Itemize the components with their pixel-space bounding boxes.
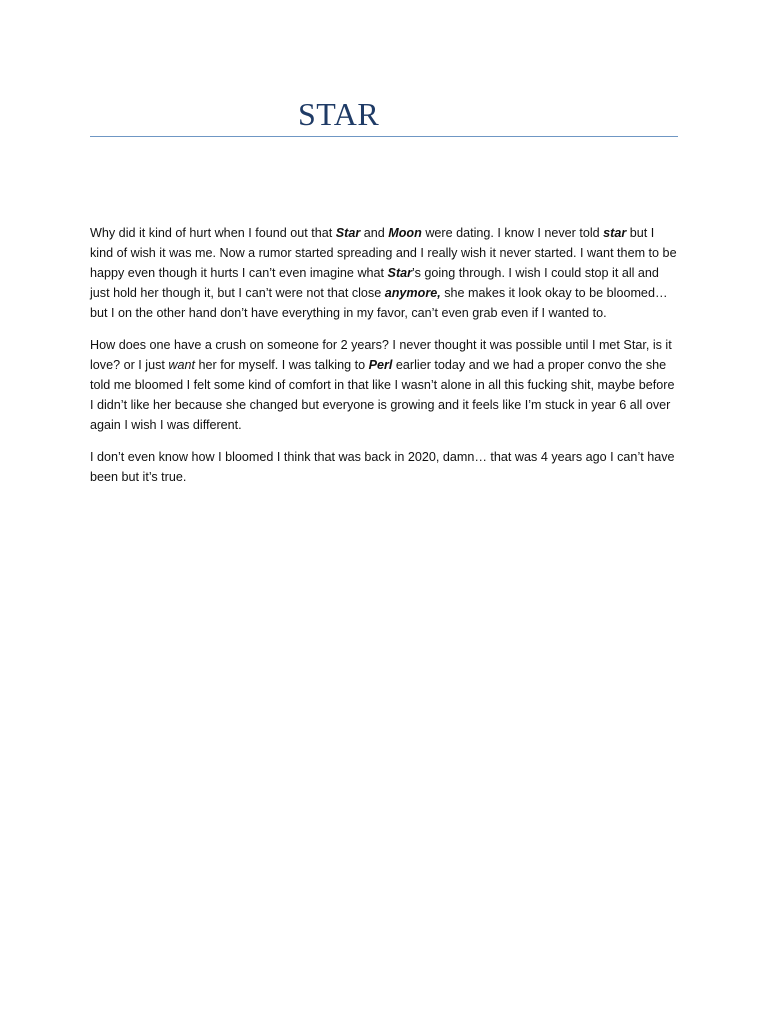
- text-run: her for myself. I was talking to: [195, 358, 369, 372]
- page-title: STAR: [298, 96, 380, 132]
- document-body: [90, 223, 680, 499]
- title-underline: [90, 136, 678, 137]
- text-run: earlier today and we had a proper convo the she told me bloomed I felt some kind of comfort in that like I wasn’t alone in all this fucking shit, maybe before I didn’t like her because she changed but everyone is growing and it feels like I’m stuck in year 6 all over again I wish I was different.: [90, 358, 675, 432]
- emphasized-text: Star: [387, 266, 413, 280]
- text-run: Why did it kind of hurt when I found out that: [90, 226, 336, 240]
- text-run: and: [360, 226, 389, 240]
- text-run: she makes it look okay to be bloomed… but I on the other hand don’t have everything in my favor, can’t even grab even if I wanted to.: [90, 286, 668, 320]
- text-run: were dating. I know I never told: [421, 226, 604, 240]
- text-run: How does one have a crush on someone for 2 years? I never thought it was possible until I met Star, is it love? or I just: [90, 338, 672, 372]
- text-run: I don’t even know how I bloomed I think that was back in 2020, damn… that was 4 years ago I can’t have been but it’s true.: [90, 450, 675, 484]
- emphasized-text: Moon: [388, 226, 422, 240]
- paragraph-1: [90, 223, 680, 323]
- paragraph-2: [90, 335, 680, 435]
- text-run: but I kind of wish it was me. Now a rumor started spreading and I really wish it never started. I want them to be happy even though it hurts I can’t even imagine what: [90, 226, 677, 280]
- emphasized-text: Star: [335, 226, 361, 240]
- emphasized-text: anymore,: [384, 286, 441, 300]
- text-run: ’s going through. I wish I could stop it all and just hold her though it, but I can’t were not that close: [90, 266, 659, 300]
- emphasized-text: want: [168, 358, 196, 372]
- emphasized-text: star: [603, 226, 627, 240]
- paragraph-3: [90, 447, 680, 487]
- emphasized-text: Perl: [368, 358, 393, 372]
